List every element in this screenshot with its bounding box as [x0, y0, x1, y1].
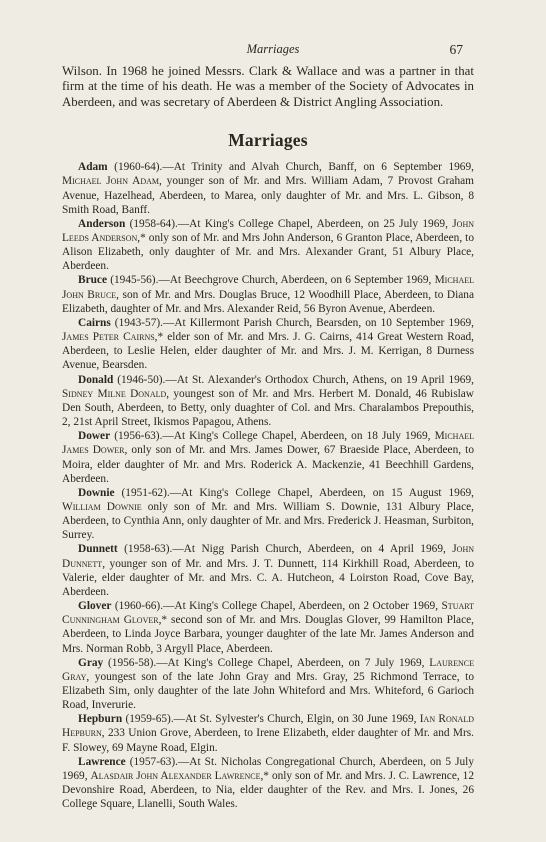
entry-details: (1946-50).—At St. Alexander's Orthodox Church, Athens, on 19 April 1969,: [113, 373, 474, 386]
entry-surname: Bruce: [78, 274, 107, 287]
marriage-entry: [62, 373, 474, 430]
entry-full-name: John Leeds Anderson,*: [62, 217, 474, 244]
running-head: [0, 42, 546, 60]
entry-details: (1958-63).—At Nigg Parish Church, Aberdeen, on 4 April 1969,: [117, 543, 453, 556]
marriage-entry: [62, 316, 474, 373]
entry-full-name: Sidney Milne Donald: [62, 387, 167, 400]
marriage-entry: [62, 599, 474, 656]
entry-surname: Donald: [78, 373, 114, 386]
entry-full-name: William Downie: [62, 500, 142, 513]
entry-family-details: , youngest son of the late John Gray and Mrs. Gray, 25 Richmond Terrace, to Elizabeth Sim, only daughter of the late John Whiteford and Mrs. Whiteford, 6 Garioch Road, Inverurie.: [62, 670, 474, 712]
entry-full-name: Ian Ronald Hepburn: [62, 713, 474, 740]
entry-full-name: Michael John Adam: [62, 175, 160, 188]
marriage-entry: [62, 429, 474, 486]
entry-surname: Cairns: [78, 316, 111, 329]
marriage-entry: [62, 217, 474, 274]
entry-details: (1956-63).—At King's College Chapel, Aberdeen, on 18 July 1969,: [110, 430, 435, 443]
entry-details: (1943-57).—At Killermont Parish Church, Bearsden, on 10 September 1969,: [110, 316, 474, 329]
entry-surname: Dunnett: [78, 543, 118, 556]
entry-full-name: John Dunnett: [62, 543, 474, 570]
marriage-entry: [62, 160, 474, 217]
entry-family-details: elder son of Mr. and Mrs. J. G. Cairns, 414 Great Western Road, Aberdeen, to Leslie Helen, elder daughter of Mr. and Mrs. J. M. Kerrigan, 8 Durness Avenue, Bearsden.: [62, 331, 474, 372]
entry-family-details: , younger son of Mr. and Mrs. William Adam, 7 Provost Graham Avenue, Hazelhead, Aberdeen, to Marea, only daughter of Mr. and Mrs. L. Gibson, 8 Smith Road, Banff.: [62, 175, 474, 216]
page-content: [62, 64, 474, 811]
marriage-entry: [62, 273, 474, 315]
entry-family-details: only son of Mr. and Mrs. J. C. Lawrence, 12 Devonshire Road, Aberdeen, to Nia, elder daughter of the Rev. and Mrs. I. Jones, 26 College Square, Llanelli, South Wales.: [62, 769, 475, 811]
entry-details: (1945-56).—At Beechgrove Church, Aberdeen, on 6 September 1969,: [106, 274, 435, 287]
entry-family-details: , son of Mr. and Mrs. Douglas Bruce, 12 Woodhill Place, Aberdeen, to Diana Elizabeth, daughter of Mr. and Mrs. Alexander Reid, 56 Byron Avenue, Aberdeen.: [62, 288, 474, 315]
entry-surname: Gray: [78, 656, 104, 669]
entry-family-details: second son of Mr. and Mrs. Douglas Glover, 99 Hamilton Place, Aberdeen, to Linda Joyce Barbara, younger daughter of the late Mr. James Anderson and Mrs. Norman Robb, 3 Argyll Place, Aberdeen.: [62, 614, 474, 655]
entry-surname: Dower: [78, 430, 111, 443]
intro-paragraph: Wilson. In 1968 he joined Messrs. Clark & Wallace and was a partner in that firm at the time of his death. He was a member of the Society of Advocates in Aberdeen, and was secretary of Aberdeen & District Angling Association.: [62, 64, 474, 109]
entry-details: (1956-58).—At King's College Chapel, Aberdeen, on 7 July 1969,: [103, 656, 430, 669]
section-title: Marriages: [228, 130, 308, 151]
entry-family-details: , younger son of Mr. and Mrs. J. T. Dunnett, 114 Kirkhill Road, Aberdeen, to Valerie, elder daughter of Mr. and Mrs. C. A. Hutcheon, 4 Loirston Road, Cove Bay, Aberdeen.: [62, 557, 474, 598]
entry-surname: Lawrence: [78, 755, 126, 768]
entry-details: (1960-66).—At King's College Chapel, Aberdeen, on 2 October 1969,: [111, 600, 442, 613]
entry-full-name: Laurence Gray: [62, 656, 474, 683]
marriage-entry: [62, 755, 474, 812]
entry-full-name: Alasdair John Alexander Lawrence,*: [90, 769, 269, 782]
entry-surname: Downie: [78, 486, 115, 499]
entry-surname: Hepburn: [78, 713, 123, 726]
entry-details: (1959-65).—At St. Sylvester's Church, Elgin, on 30 June 1969,: [122, 713, 420, 726]
marriage-entry: [62, 486, 474, 543]
marriage-entry: [62, 656, 474, 713]
entry-full-name: Michael John Bruce: [62, 274, 474, 301]
entry-full-name: Stuart Cunningham Glover,*: [62, 600, 474, 627]
entry-details: (1957-63).—At St. Nicholas Congregational Church, Aberdeen, on 5 July 1969,: [62, 755, 474, 782]
entry-family-details: only son of Mr. and Mrs. William S. Downie, 131 Albury Place, Aberdeen, to Cynthia Ann, only daughter of Mr. and Mrs. Frederick J. Heasman, Surbiton, Surrey.: [62, 500, 474, 542]
marriage-entry: [62, 712, 474, 754]
entry-full-name: James Peter Cairns,*: [62, 331, 164, 344]
entry-details: (1958-64).—At King's College Chapel, Aberdeen, on 25 July 1969,: [125, 217, 453, 230]
entry-full-name: Michael James Dower: [62, 430, 474, 457]
page-number: 67: [449, 42, 463, 57]
entry-family-details: , 233 Union Grove, Aberdeen, to Irene Elizabeth, elder daughter of Mr. and Mrs. F. Slowey, 69 Mayne Road, Elgin.: [62, 727, 474, 754]
entry-surname: Glover: [78, 600, 112, 613]
marriage-entry: [62, 542, 474, 599]
entry-details: (1960-64).—At Trinity and Alvah Church, Banff, on 6 September 1969,: [107, 161, 474, 174]
entry-surname: Anderson: [78, 217, 126, 230]
entry-details: (1951-62).—At King's College Chapel, Aberdeen, on 15 August 1969,: [114, 486, 474, 499]
entry-surname: Adam: [78, 161, 108, 174]
entry-family-details: , only son of Mr. and Mrs. James Dower, 67 Braeside Place, Aberdeen, to Moira, elder daughter of Mr. and Mrs. Roderick A. Mackenzie, 41 Beechhill Gardens, Aberdeen.: [62, 444, 474, 485]
running-head-title: Marriages: [246, 42, 300, 56]
entry-family-details: only son of Mr. and Mrs John Anderson, 6 Granton Place, Aberdeen, to Alison Elizabeth, only daughter of Mr. and Mrs. Alexander Grant, 51 Albury Place, Aberdeen.: [62, 232, 475, 273]
entry-family-details: , youngest son of Mr. and Mrs. Herbert M. Donald, 46 Rubislaw Den South, Aberdeen, to Betty, only duaghter of Col. and Mrs. Charalambos Prepouthis, 2, 21st April Street, Ikismos Papagou, Athens.: [62, 387, 474, 429]
